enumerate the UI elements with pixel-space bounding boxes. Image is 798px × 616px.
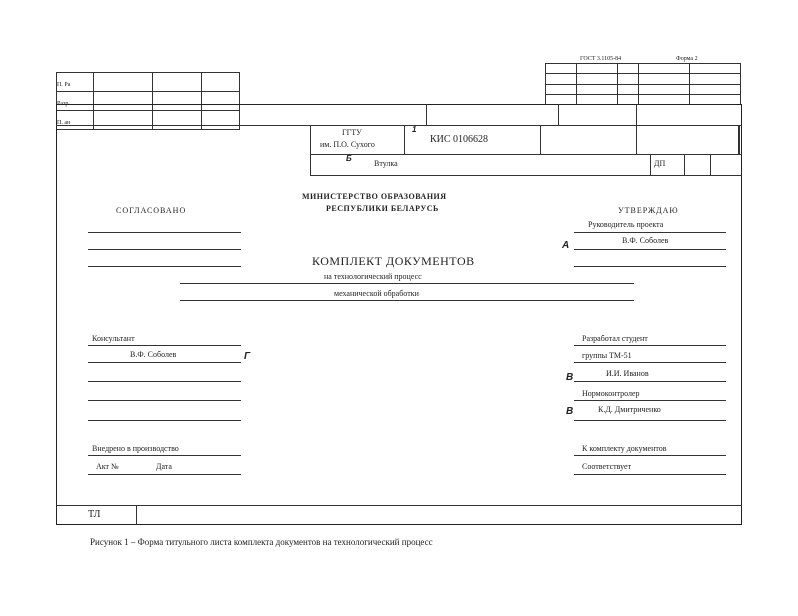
match-line <box>574 474 726 475</box>
act-line <box>88 474 241 475</box>
bottom-bar-divider <box>136 505 137 525</box>
inst-box-code-right <box>540 125 541 154</box>
document-subtitle-1: на технологический процесс <box>324 272 422 281</box>
consultant-name: В.Ф. Соболев <box>130 350 177 359</box>
approve-left-line-3 <box>88 266 241 267</box>
approved-right-title: УТВЕРЖДАЮ <box>618 206 679 215</box>
norm-name-line <box>574 420 726 421</box>
header-divider-3 <box>636 104 637 125</box>
document-code: КИС 0106628 <box>430 134 489 145</box>
date-label: Дата <box>156 462 172 471</box>
student-name: И.И. Иванов <box>606 369 649 378</box>
approved-left-title: СОГЛАСОВАНО <box>116 206 187 215</box>
university-name-1: ГГТУ <box>342 128 362 137</box>
document-subtitle-2: механической обработки <box>334 289 419 298</box>
top-left-label-1: П. Ра <box>57 82 71 88</box>
norm-name: К.Д. Дмитриченко <box>598 405 661 414</box>
marker-g: Г <box>244 351 251 362</box>
lit-marker: Б <box>346 154 352 163</box>
header-divider-1 <box>426 104 427 125</box>
approved-right-name: В.Ф. Соболев <box>622 236 669 245</box>
group-label: группы ТМ-51 <box>582 351 632 360</box>
approve-right-line-3 <box>574 266 726 267</box>
complect-line <box>574 455 726 456</box>
inst-box-row-divider <box>310 154 742 155</box>
inst-box-dp-left <box>650 154 651 175</box>
gost-label: ГОСТ 3.1105-84 <box>580 56 622 62</box>
top-left-label-2: Разр. <box>57 101 70 107</box>
group-line <box>574 362 726 363</box>
ministry-line-1: МИНИСТЕРСТВО ОБРАЗОВАНИЯ <box>302 192 447 201</box>
top-right-table <box>545 63 741 105</box>
inst-box-dp-right <box>710 154 711 175</box>
left-blank-line-3 <box>88 420 241 421</box>
left-blank-line-2 <box>88 400 241 401</box>
complect-label: К комплекту документов <box>582 444 667 453</box>
form-label: Форма 2 <box>676 56 698 62</box>
marker-v-1: В <box>566 372 574 383</box>
approve-right-line-2 <box>574 249 726 250</box>
approved-right-role: Руководитель проекта <box>588 220 664 229</box>
header-row-bottom <box>56 125 742 126</box>
approve-left-line-1 <box>88 232 241 233</box>
top-left-label-3: П. ан <box>57 120 71 126</box>
inst-box-right <box>636 125 637 154</box>
code-marker: 1 <box>412 125 417 134</box>
inst-box-dp-mid <box>684 154 685 175</box>
approve-right-line-1 <box>574 232 726 233</box>
implemented-line <box>88 455 241 456</box>
part-name: Втулка <box>374 159 398 168</box>
inst-box-mid <box>404 125 405 154</box>
implemented-label: Внедрено в производство <box>92 444 179 453</box>
norm-label: Нормоконтролер <box>582 389 640 398</box>
developer-line <box>574 345 726 346</box>
consultant-line <box>88 345 241 346</box>
university-name-2: им. П.О. Сухого <box>320 140 375 149</box>
left-blank-line-1 <box>88 381 241 382</box>
act-label: Акт № <box>96 462 119 471</box>
header-divider-2 <box>558 104 559 125</box>
subtitle-line-1 <box>180 283 634 284</box>
approve-left-line-2 <box>88 249 241 250</box>
marker-v-2: В <box>566 406 574 417</box>
inst-box-bottom <box>310 175 742 176</box>
consultant-name-line <box>88 362 241 363</box>
inst-box-left <box>310 125 311 175</box>
inst-box-thick-left <box>738 125 740 154</box>
student-line <box>574 381 726 382</box>
match-label: Соответствует <box>582 462 632 471</box>
subtitle-line-2 <box>180 300 634 301</box>
dp-label: ДП <box>654 159 666 168</box>
consultant-label: Консультант <box>92 334 135 343</box>
ministry-line-2: РЕСПУБЛИКИ БЕЛАРУСЬ <box>326 204 439 213</box>
marker-a: А <box>562 240 570 251</box>
developer-label: Разработал студент <box>582 334 648 343</box>
norm-line <box>574 400 726 401</box>
bottom-bar-top <box>56 505 742 506</box>
document-title: КОМПЛЕКТ ДОКУМЕНТОВ <box>312 254 475 268</box>
figure-caption: Рисунок 1 – Форма титульного листа комплекта документов на технологический процесс <box>90 537 433 547</box>
bottom-code: ТЛ <box>88 509 101 520</box>
